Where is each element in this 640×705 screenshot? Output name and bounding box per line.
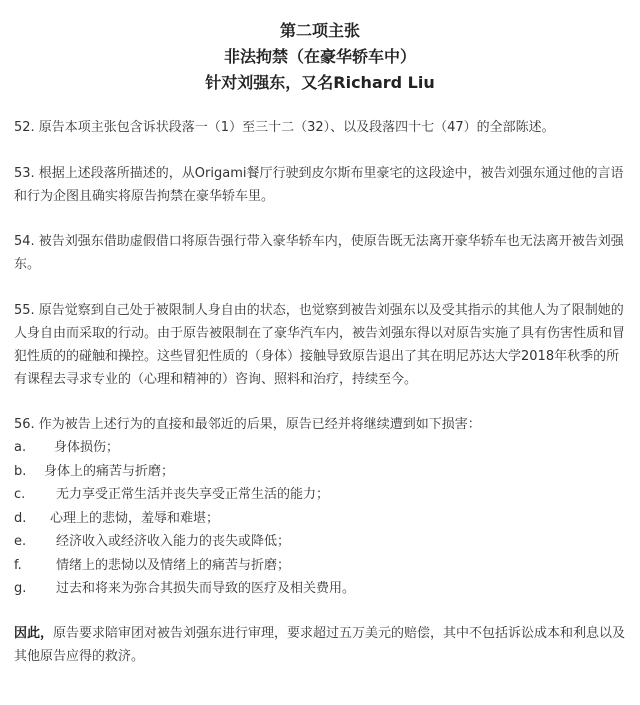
damage-text: 过去和将来为弥合其损失而导致的医疗及相关费用。	[56, 581, 356, 596]
paragraph-56: 56. 作为被告上述行为的直接和最邻近的后果，原告已经并将继续遭到如下损害：	[14, 417, 481, 432]
damage-item-g	[14, 577, 626, 601]
damage-text: 经济收入或经济收入能力的丧失或降低；	[56, 534, 291, 549]
damage-item-c	[14, 483, 626, 507]
damages-list	[14, 436, 626, 601]
claim-title: 第二项主张	[279, 21, 360, 40]
conclusion-paragraph	[14, 622, 626, 668]
paragraph-53: 53. 根据上述段落所描述的，从Origami餐厅行驶到皮尔斯布里豪宅的这段途中，被告刘强东通过他的言语和行为企图且确实将原告拘禁在豪华轿车里。	[14, 166, 624, 204]
claim-defendant: 针对刘强东，又名Richard Liu	[205, 73, 435, 92]
damage-item-e	[14, 530, 626, 554]
damage-letter: f.	[14, 557, 22, 573]
damage-text: 心理上的悲恸，羞辱和难堪；	[50, 510, 220, 526]
damage-text: 情绪上的悲恸以及情绪上的痛苦与折磨；	[56, 557, 291, 573]
paragraph-52: 52. 原告本项主张包含诉状段落一（1）至三十二（32）、以及段落四十七（47）的全部陈述。	[14, 120, 555, 135]
damage-text: 无力享受正常生活并丧失享受正常生活的能力；	[56, 487, 330, 502]
conclusion-lead: 因此，	[14, 625, 54, 641]
paragraph-55: 55. 原告觉察到自己处于被限制人身自由的状态，也觉察到被告刘强东以及受其指示的其他人为了限制她的人身自由而采取的行动。由于原告被限制在了豪华汽车内，被告刘强东得以对原告实施了具有伤害性质和冒犯性质的的碰触和操控。这些冒犯性质的（身体）接触导致原告退出了其在明尼苏达大学2018年秋季的所有课程去寻求专业的（心理和精神的）咨询、照料和治疗，持续至今。	[14, 303, 626, 387]
damage-letter: c.	[14, 487, 26, 502]
damage-item-f	[14, 554, 626, 578]
claim-subtitle: 非法拘禁（在豪华轿车中）	[223, 47, 416, 66]
title-block	[14, 18, 626, 96]
paragraph-54: 54. 被告刘强东借助虚假借口将原告强行带入豪华轿车内，使原告既无法离开豪华轿车也无法离开被告刘强东。	[14, 234, 624, 272]
conclusion-text: 原告要求陪审团对被告刘强东进行审理，要求超过五万美元的赔偿，其中不包括诉讼成本和利息以及其他原告应得的救济。	[14, 625, 626, 664]
damage-letter: d.	[14, 510, 27, 526]
damage-item-d	[14, 507, 626, 531]
damage-item-b	[14, 460, 626, 484]
damage-letter: g.	[14, 581, 27, 596]
damage-letter: a.	[14, 440, 27, 455]
damage-letter: e.	[14, 534, 27, 549]
damage-letter: b.	[14, 463, 27, 479]
damage-item-a	[14, 436, 626, 460]
damage-text: 身体损伤；	[54, 440, 120, 455]
damage-text: 身体上的痛苦与折磨；	[44, 463, 175, 479]
